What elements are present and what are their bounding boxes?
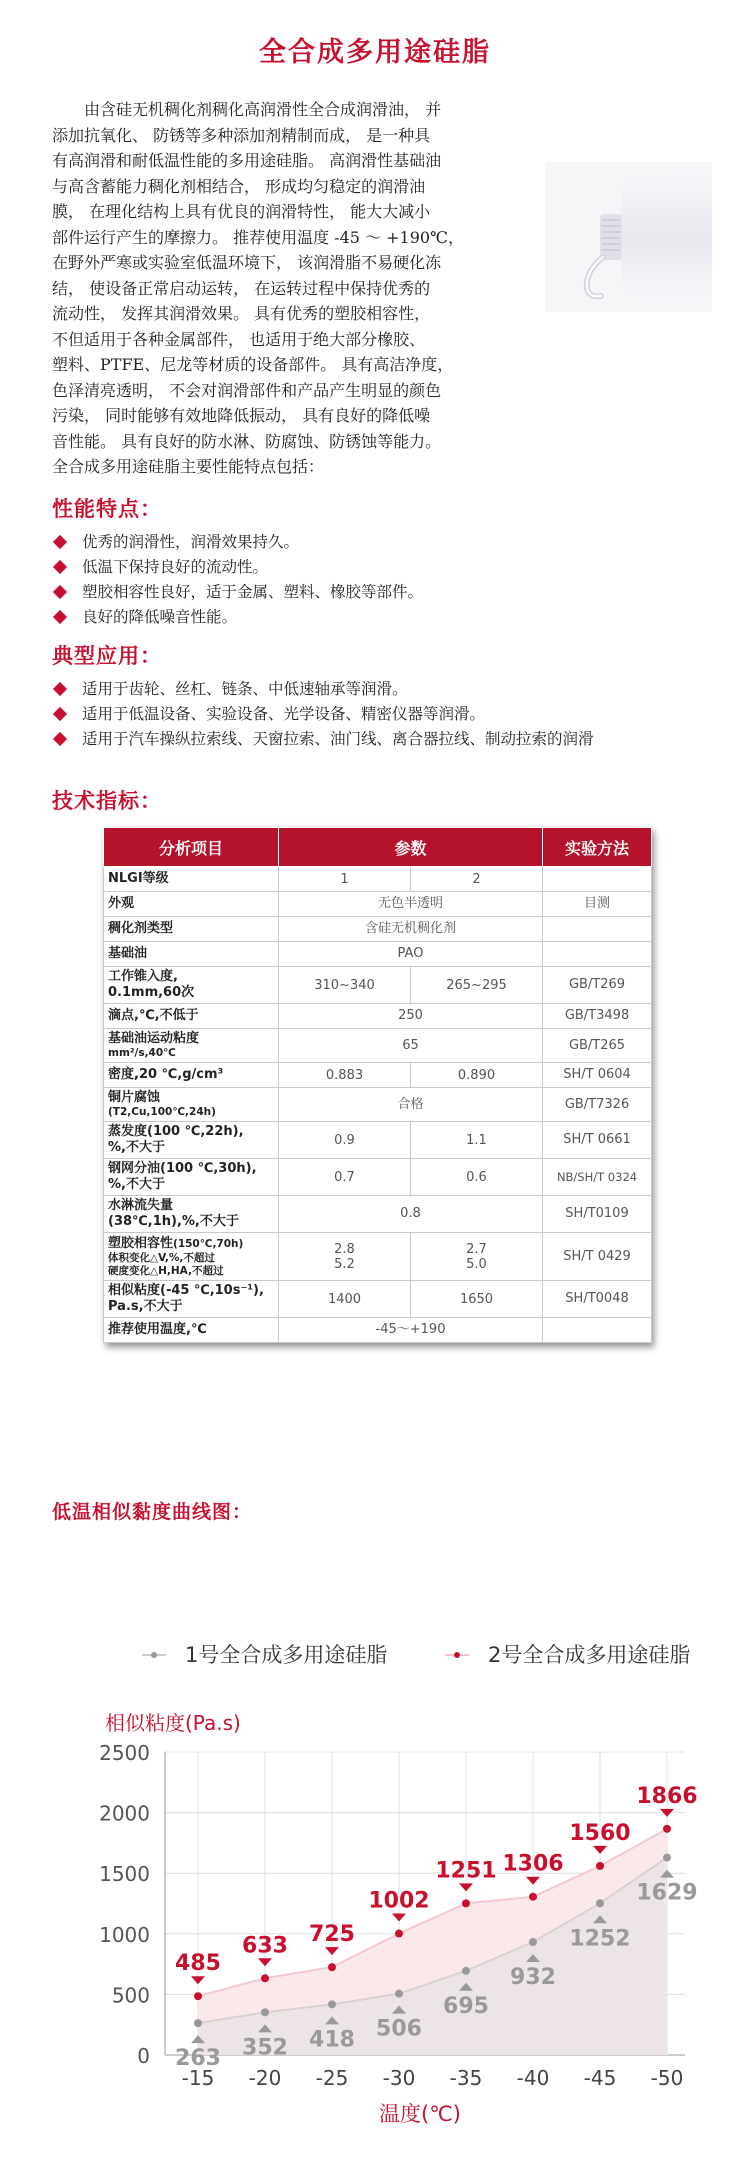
table-row [104,1004,652,1029]
diamond-bullet-icon [53,682,67,696]
row-label-text: 外观 [108,896,135,911]
header-method: 实验方法 [543,828,652,867]
y-tick-label: 2500 [99,1741,150,1765]
row-label [104,967,279,1004]
test-method: SH/T 0429 [543,1233,652,1281]
test-method: NB/SH/T 0324 [543,1159,652,1196]
param-value: 65 [279,1029,543,1063]
list-item-text: 适用于齿轮、丝杠、链条、中低速轴承等润滑。 [82,680,408,698]
series-2-point [596,1862,604,1870]
row-label-text-2: (38℃,1h),%,不大于 [108,1214,239,1229]
table-row [104,867,652,892]
row-label-text: 钢网分油(100 ℃,30h), [108,1161,257,1176]
test-method [543,1318,652,1343]
param-value [279,867,411,892]
row-label-sub: 体积变化△V,%,不超过 [108,1251,215,1264]
row-label-text: NLGI等级 [108,871,169,886]
diamond-bullet-icon [53,707,67,721]
features-list [52,530,423,630]
param-value-text: 2 [472,871,481,887]
row-label-text: 密度,20 ℃,g/cm³ [108,1067,224,1082]
intro-line: 污染， 同时能够有效地降低振动， 具有良好的降低噪 [52,406,431,425]
list-item-text: 塑胶相容性良好，适于金属、塑料、橡胶等部件。 [82,583,424,601]
header-params: 参数 [279,828,543,867]
intro-line: 有高润滑和耐低温性能的多用途硅脂。 高润滑性基础油 [52,151,442,170]
page-title: 全合成多用途硅脂 [259,37,491,68]
param-value [411,1233,543,1281]
series-2-point [462,1899,470,1907]
legend-label-1: 1号全合成多用途硅脂 [185,1643,388,1667]
list-item [52,727,594,752]
list-item [52,530,423,555]
y-tick-label: 1000 [99,1922,150,1947]
test-method: SH/T 0661 [543,1122,652,1159]
series-1-data-label: 506 [376,2016,422,2042]
table-row [104,1159,652,1196]
param-value-text: 2.8 [334,1241,355,1257]
series-2-point [194,1992,202,2000]
row-label-sub: 硬度变化△H,HA,不超过 [108,1264,224,1277]
list-item [52,605,423,630]
x-tick-label: -30 [382,2066,416,2090]
series-2-pointer [258,1958,272,1966]
specs-table-wrap [103,827,651,1343]
series-2-pointer [325,1947,339,1955]
intro-line: 在野外严寒或实验室低温环境下， 该润滑脂不易硬化冻 [52,253,442,272]
series-1-point [328,2000,336,2008]
row-label-text: 塑胶相容性 [108,1235,174,1251]
intro-line: 流动性， 发挥其润滑效果。 具有优秀的塑胶相容性， [52,304,431,323]
param-value-text: 265~295 [446,977,507,993]
x-tick-label: -15 [181,2066,215,2090]
x-axis-title: 温度(℃) [379,2102,461,2126]
row-label-text: 推荐使用温度,℃ [108,1322,207,1337]
list-item-text: 优秀的润滑性，润滑效果持久。 [82,533,300,551]
row-label-text: 基础油 [108,946,148,961]
series-1-data-label: 352 [242,2035,288,2061]
param-value [279,1122,411,1159]
series-2-data-label: 485 [175,1951,221,1977]
diamond-bullet-icon [53,535,67,549]
row-label-text: 滴点,℃,不低于 [108,1008,199,1023]
param-value: 250 [279,1004,543,1029]
list-item [52,580,423,605]
row-label-text-2: %,不大于 [108,1177,165,1192]
series-2-pointer [459,1883,473,1891]
param-value-text: 5.2 [334,1256,355,1272]
row-label [104,1122,279,1159]
row-label [104,1004,279,1029]
test-method: SH/T 0604 [543,1063,652,1088]
table-row [104,917,652,942]
features-title: 性能特点： [52,497,162,521]
applications-title: 典型应用： [52,644,162,668]
series-1-point [663,1854,671,1862]
param-value: 无色半透明 [279,892,543,917]
intro-line: 塑料、PTFE、尼龙等材质的设备部件。 具有高洁净度， [52,355,454,374]
list-item-text: 适用于低温设备、实验设备、光学设备、精密仪器等润滑。 [82,705,486,723]
row-label [104,892,279,917]
param-value: 0.8 [279,1196,543,1233]
row-label [104,867,279,892]
legend-marker-2 [454,1652,460,1658]
param-value-text: 310~340 [314,977,375,993]
table-row [104,892,652,917]
intro-line: 膜， 在理化结构上具有优良的润滑特性， 能大大减小 [52,202,431,221]
table-row [104,1233,652,1281]
series-1-data-label: 932 [510,1965,556,1991]
series-2-data-label: 633 [242,1933,288,1959]
x-tick-label: -40 [516,2066,550,2090]
test-method: GB/T269 [543,967,652,1004]
param-value: 合格 [279,1088,543,1122]
row-label [104,1159,279,1196]
intro-line: 由含硅无机稠化剂稠化高润滑性全合成润滑油， 并 [84,100,442,119]
series-2-data-label: 1866 [636,1783,698,1809]
row-label-text: 蒸发度(100 ℃,22h), [108,1124,244,1139]
legend-marker-1 [151,1652,157,1658]
table-row [104,1281,652,1318]
y-tick-label: 500 [111,1983,150,2008]
param-value [279,1233,411,1281]
row-label-text-2: %,不大于 [108,1140,165,1155]
param-value-text: 1 [340,871,349,887]
list-item-text: 良好的降低噪音性能。 [82,608,238,626]
series-2-data-label: 1306 [502,1851,564,1877]
diamond-bullet-icon [53,560,67,574]
intro-line: 部件运行产生的摩擦力。 推荐使用温度 -45 ～ +190℃， [52,227,464,247]
param-value-text: 0.883 [325,1067,364,1083]
param-value [279,967,411,1004]
series-2-pointer [593,1846,607,1854]
test-method [543,942,652,967]
series-2-point [663,1825,671,1833]
series-2-data-label: 1002 [368,1888,430,1914]
intro-line: 色泽清亮透明， 不会对润滑部件和产品产生明显的颜色 [52,380,442,400]
series-2-point [328,1963,336,1971]
param-value: 含硅无机稠化剂 [279,917,543,942]
x-tick-label: -50 [650,2066,684,2090]
series-1-data-label: 418 [309,2027,355,2053]
row-label [104,1281,279,1318]
test-method: SH/T0109 [543,1196,652,1233]
param-value: -45～+190 [279,1318,543,1343]
series-1-point [596,1899,604,1907]
legend-label-2: 2号全合成多用途硅脂 [488,1643,691,1667]
row-label-sub: mm²/s,40℃ [108,1047,176,1059]
list-item-text: 低温下保持良好的流动性。 [82,558,269,576]
list-item [52,677,594,702]
series-1-point [194,2019,202,2027]
diamond-bullet-icon [53,610,67,624]
product-image [545,162,712,312]
series-1-data-label: 1629 [636,1880,698,1906]
list-item-text: 适用于汽车操纵拉索线、天窗拉索、油门线、离合器拉线、制动拉索的润滑 [82,730,594,748]
param-value: PAO [279,942,543,967]
intro-line: 不但适用于各种金属部件， 也适用于绝大部分橡胶、 [52,329,426,349]
param-value-text: 1400 [327,1291,362,1307]
test-method: GB/T265 [543,1029,652,1063]
series-1-point [395,1990,403,1998]
series-1-point [261,2008,269,2016]
x-tick-label: -25 [315,2066,349,2090]
diamond-bullet-icon [53,732,67,746]
test-method: SH/T0048 [543,1281,652,1318]
param-value-text: 0.6 [466,1169,487,1185]
param-value [279,1159,411,1196]
table-row [104,1029,652,1063]
series-2-pointer [392,1914,406,1922]
row-label-text: 水淋流失量 [108,1198,174,1213]
x-tick-label: -45 [583,2066,617,2090]
x-tick-label: -20 [248,2066,282,2090]
table-row [104,1196,652,1233]
row-label-text: 稠化剂类型 [108,921,174,936]
intro-line: 添加抗氧化、 防锈等多种添加剂精制而成， 是一种具 [52,125,431,145]
series-2-pointer [526,1877,540,1885]
test-method [543,917,652,942]
diamond-bullet-icon [53,585,67,599]
row-label-text: 基础油运动粘度 [108,1031,200,1046]
specs-table [103,827,652,1343]
param-value [411,867,543,892]
param-value-text: 1650 [459,1291,494,1307]
chart-section-title: 低温相似黏度曲线图： [52,1501,253,1523]
row-label-text: 相似粘度(-45 ℃,10s⁻¹), [108,1283,264,1298]
param-value [279,1281,411,1318]
series-2-data-label: 1560 [569,1820,631,1846]
row-label [104,1029,279,1063]
series-1-data-label: 1252 [569,1926,631,1952]
row-label [104,1318,279,1343]
series-2-data-label: 725 [309,1922,355,1948]
series-2-pointer [191,1976,205,1984]
test-method: GB/T7326 [543,1088,652,1122]
param-value-text: 0.9 [334,1132,355,1148]
row-label-text-2: 0.1mm,60次 [108,985,195,1000]
series-1-point [462,1967,470,1975]
applications-list [52,677,594,752]
param-value-text: 0.7 [334,1169,355,1185]
series-2-point [261,1974,269,1982]
row-label [104,1196,279,1233]
row-label-text: 铜片腐蚀 [108,1090,161,1105]
x-tick-label: -35 [449,2066,483,2090]
list-item [52,702,594,727]
table-row [104,967,652,1004]
param-value-text: 5.0 [466,1256,487,1272]
row-label [104,942,279,967]
table-row [104,1063,652,1088]
viscosity-chart [0,1580,750,2140]
row-label-suffix: (150℃,70h) [173,1237,244,1250]
y-axis-title: 相似粘度(Pa.s) [105,1711,241,1735]
row-label-text: 工作锥入度, [108,969,178,984]
y-tick-label: 1500 [99,1862,150,1887]
param-value [411,1063,543,1088]
row-label [104,1088,279,1122]
series-2-point [529,1893,537,1901]
intro-paragraph [52,97,532,480]
param-value [411,1159,543,1196]
test-method [543,867,652,892]
series-1-data-label: 263 [175,2046,221,2072]
test-method: GB/T3498 [543,1004,652,1029]
series-2-data-label: 1251 [435,1858,497,1884]
intro-line: 全合成多用途硅脂主要性能特点包括： [52,457,325,476]
intro-line: 与高含蓄能力稠化剂相结合， 形成均匀稳定的润滑油 [52,176,426,196]
param-value [279,1063,411,1088]
series-1-data-label: 695 [443,1993,489,2019]
param-value [411,1122,543,1159]
series-2-point [395,1930,403,1938]
table-row [104,1088,652,1122]
row-label [104,1063,279,1088]
intro-line: 音性能。 具有良好的防水淋、防腐蚀、防锈蚀等能力。 [52,431,442,451]
row-label [104,917,279,942]
y-tick-label: 2000 [99,1801,150,1826]
param-value-text: 0.890 [457,1067,496,1083]
specs-title: 技术指标： [52,789,162,813]
test-method: 目测 [543,892,652,917]
table-row [104,1122,652,1159]
param-value [411,1281,543,1318]
table-row [104,942,652,967]
header-item: 分析项目 [104,828,279,867]
table-row [104,1318,652,1343]
list-item [52,555,423,580]
y-tick-label: 0 [137,2044,150,2068]
row-label-sub: (T2,Cu,100℃,24h) [108,1106,216,1118]
param-value-text: 2.7 [466,1241,487,1257]
series-1-point [529,1938,537,1946]
row-label-text-2: Pa.s,不大于 [108,1299,183,1314]
param-value-text: 1.1 [466,1132,487,1148]
intro-line: 结， 使设备正常启动运转， 在运转过程中保持优秀的 [52,278,431,298]
row-label [104,1233,279,1281]
param-value [411,967,543,1004]
